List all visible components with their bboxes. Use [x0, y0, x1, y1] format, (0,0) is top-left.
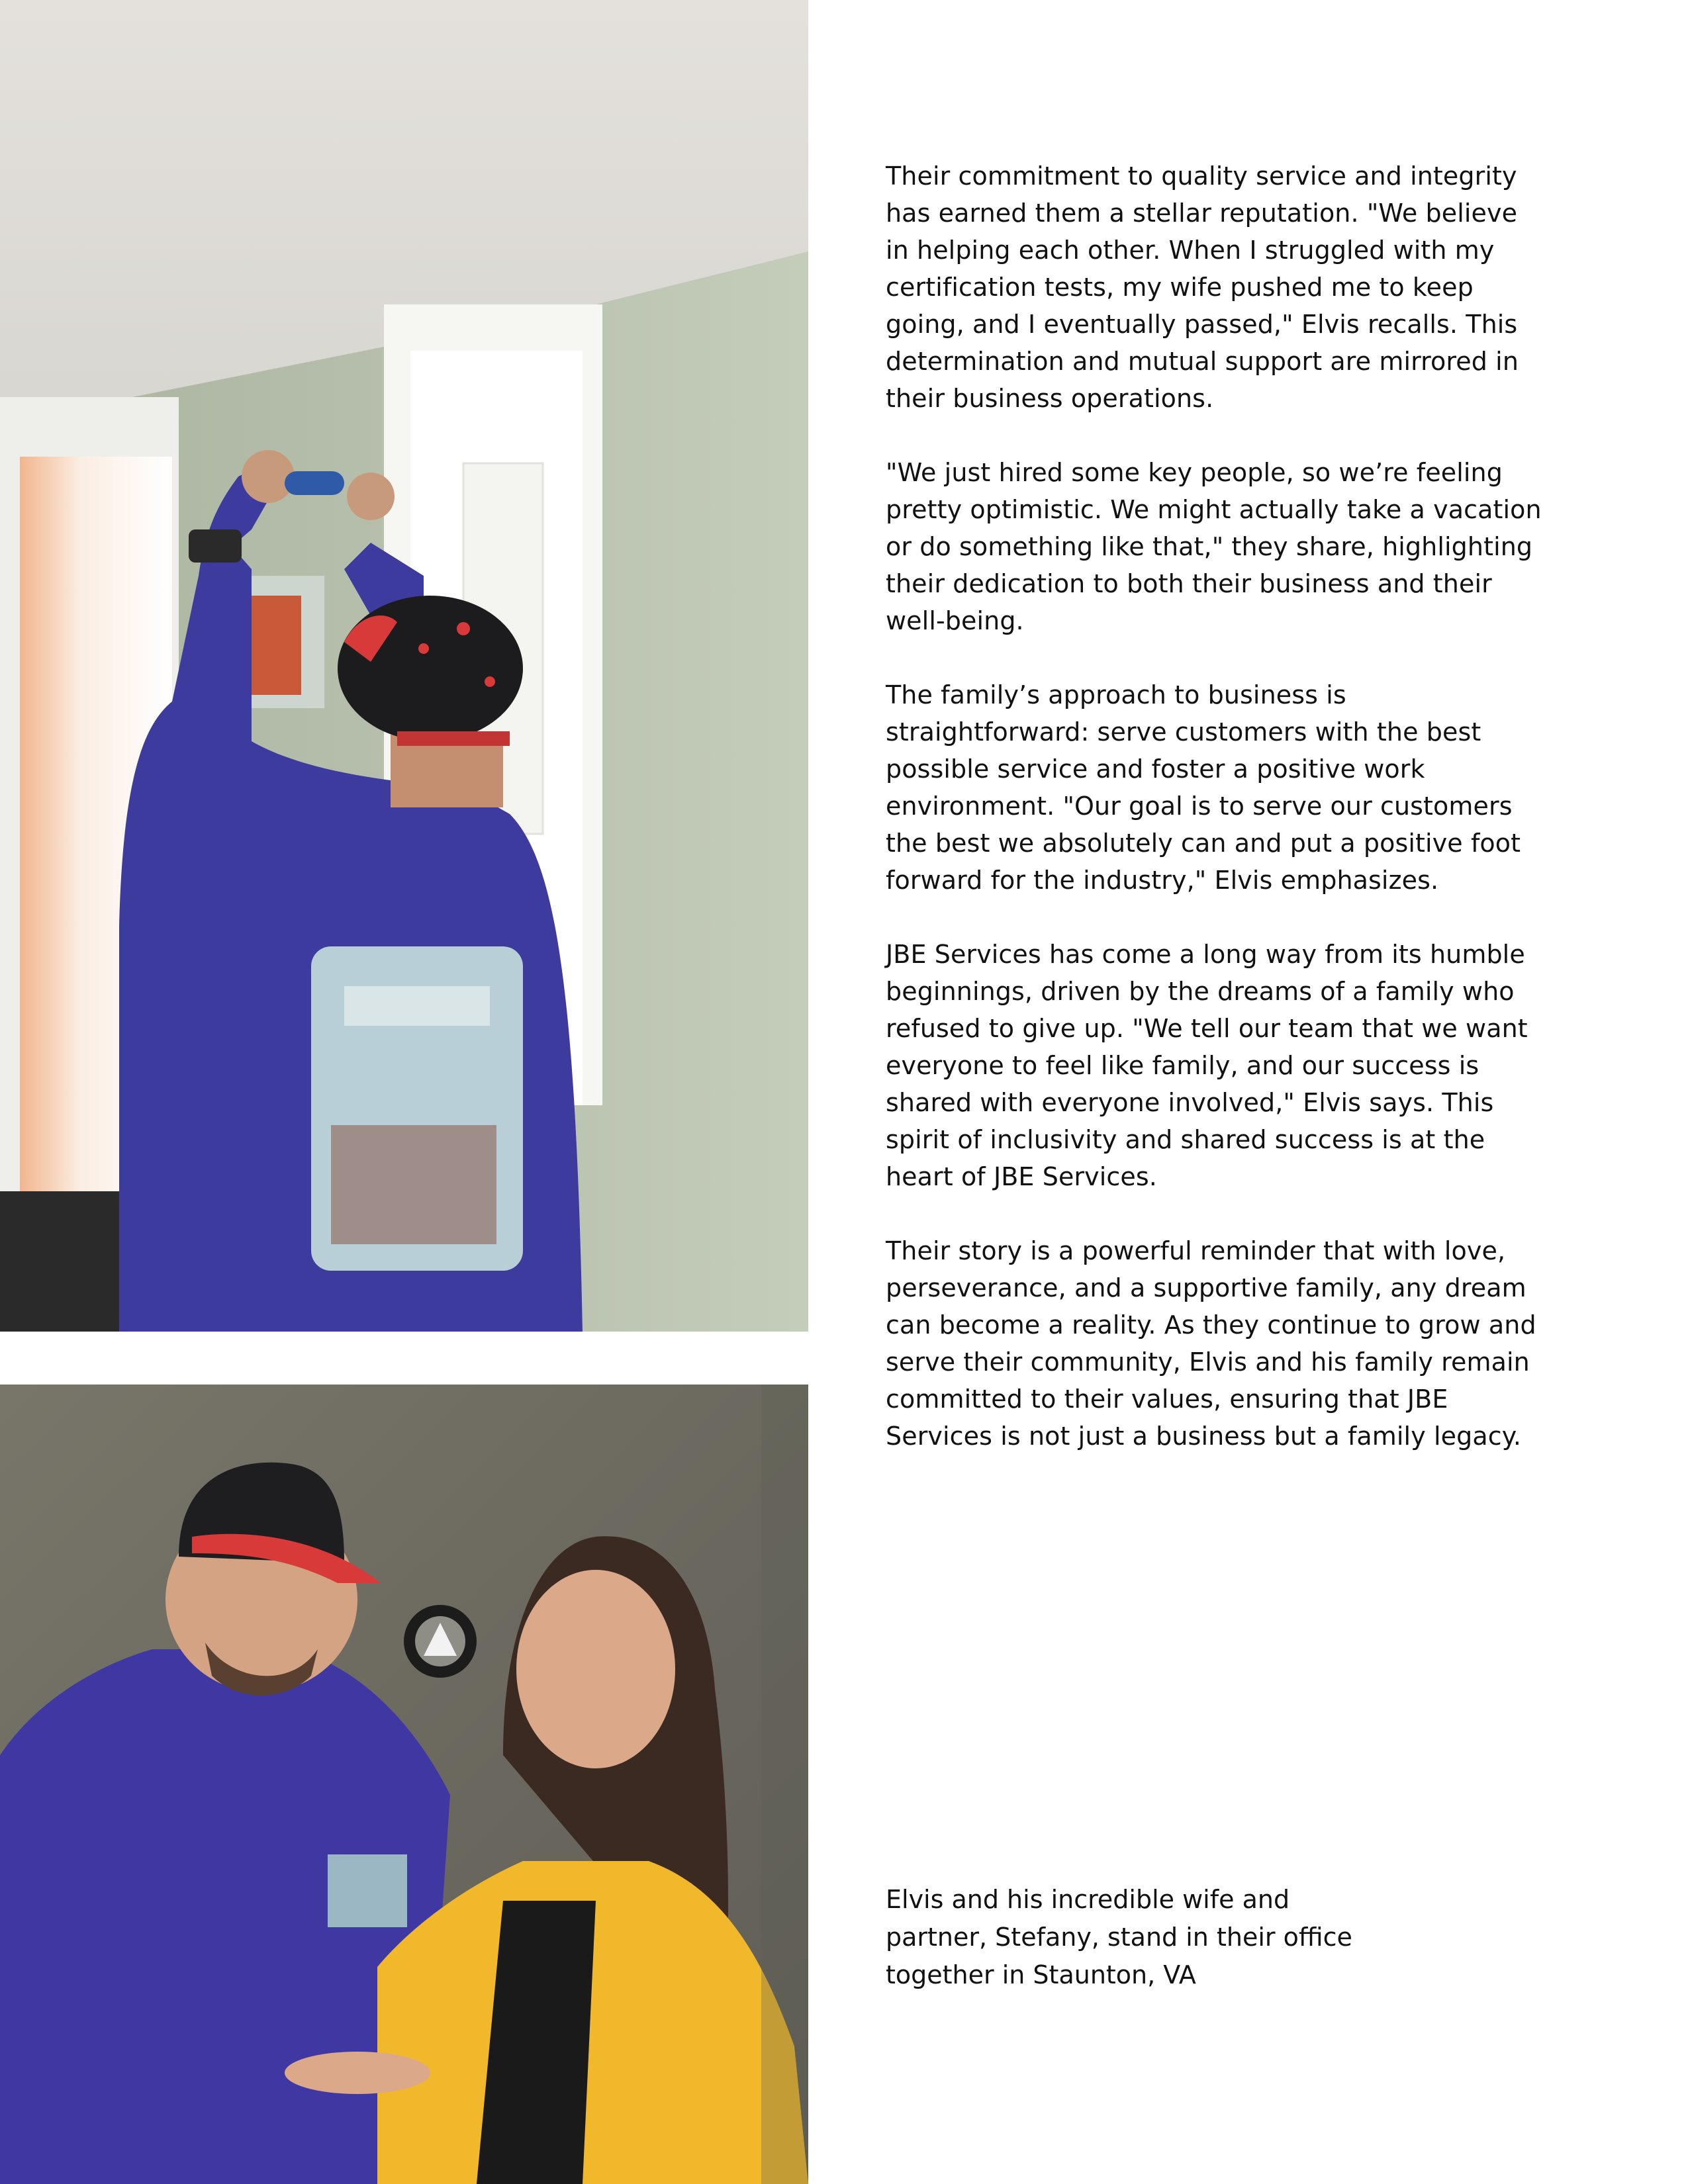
- photo-couple-portrait: [0, 1385, 808, 2184]
- photo-caption: Elvis and his incredible wife and partner, Stefany, stand in their office together in Staunton, VA: [886, 1885, 1352, 1989]
- article-body: [886, 158, 1548, 1492]
- article-paragraph: The family’s approach to business is straightforward: serve customers with the best possible service and foster a positive work environment. "Our goal is to serve our customers the best we absolutely can and put a positive foot forward for the industry," Elvis emphasizes.: [886, 680, 1521, 895]
- article-paragraph: Their commitment to quality service and integrity has earned them a stellar reputation. "We believe in helping each other. When I struggled with my certification tests, my wife pushed me to keep going, and I eventually passed," Elvis recalls. This determination and mutual support are mirrored in their business operations.: [886, 161, 1519, 413]
- photo-man-installing-lock: [0, 0, 808, 1332]
- article-paragraph: "We just hired some key people, so we’re feeling pretty optimistic. We might actually take a vacation or do something like that," they share, highlighting their dedication to both their business and their well-being.: [886, 458, 1542, 635]
- article-paragraph: Their story is a powerful reminder that with love, perseverance, and a supportive family, any dream can become a reality. As they continue to grow and serve their community, Elvis and his family remain committed to their values, ensuring that JBE Services is not just a business but a family legacy.: [886, 1236, 1536, 1451]
- photo-couple-portrait-image: [0, 1385, 808, 2184]
- photo-man-installing-lock-image: [0, 0, 808, 1332]
- article-paragraph: JBE Services has come a long way from its humble beginnings, driven by the dreams of a family who refused to give up. "We tell our team that we want everyone to feel like family, and our success is shared with everyone involved," Elvis says. This spirit of inclusivity and shared success is at the heart of JBE Services.: [886, 940, 1528, 1191]
